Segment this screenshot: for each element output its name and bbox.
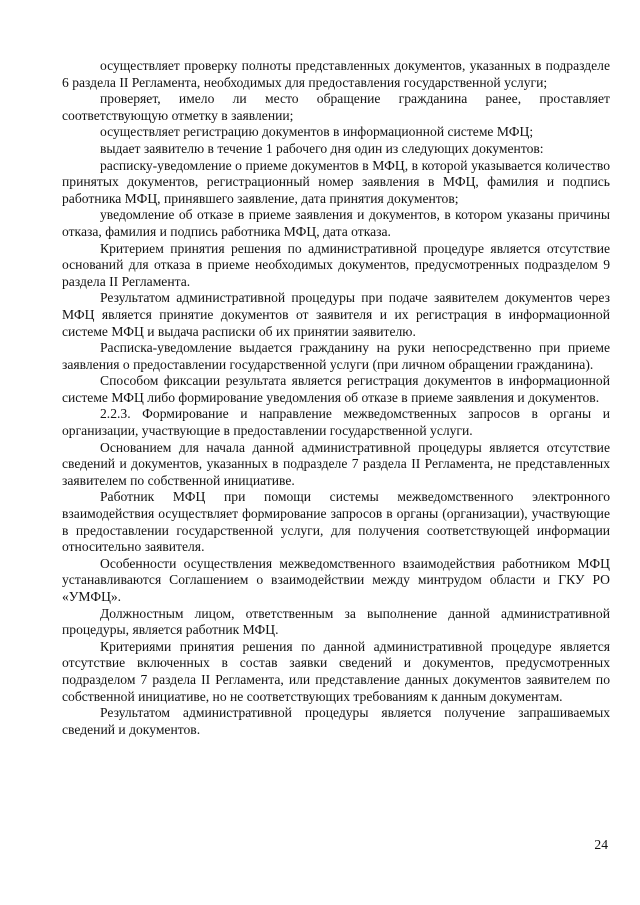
section-heading-2-2-3: 2.2.3. Формирование и направление межведомственных запросов в органы и организации, участвующие в предоставлении государственной услуги. [62, 406, 610, 439]
paragraph: Особенности осуществления межведомственного взаимодействия работником МФЦ устанавливаются Соглашением о взаимодействии между минтрудом области и ГКУ РО «УМФЦ». [62, 555, 610, 604]
paragraph: расписку-уведомление о приеме документов в МФЦ, в которой указывается количество принятых документов, регистрационный номер заявления в МФЦ, фамилия и подпись работника МФЦ, принявшего заявление, дата принятия документов; [62, 157, 610, 206]
document-body [62, 58, 610, 738]
paragraph: осуществляет регистрацию документов в информационной системе МФЦ; [100, 124, 534, 140]
paragraph: осуществляет проверку полноты представленных документов, указанных в подразделе 6 раздела II Регламента, необходимых для предоставления государственной услуги; [62, 58, 610, 90]
paragraph: проверяет, имело ли место обращение гражданина ранее, проставляет соответствующую отметку в заявлении; [62, 91, 610, 123]
paragraph: Критериями принятия решения по данной административной процедуре является отсутствие включенных в состав заявки сведений и документов, предусмотренных подразделом 7 раздела II Регламента, или представление данных документов заявителем по собственной инициативе, но не соответствующих требованиям к данным документам. [62, 638, 610, 704]
page-number: 24 [594, 837, 608, 852]
paragraph: Критерием принятия решения по административной процедуре является отсутствие оснований для отказа в приеме необходимых документов, предусмотренных подразделом 9 раздела II Регламента. [62, 240, 610, 289]
paragraph: Результатом административной процедуры является получение запрашиваемых сведений и документов. [62, 705, 610, 737]
paragraph: Способом фиксации результата является регистрация документов в информационной системе МФЦ либо формирование уведомления об отказе в приеме заявления и документов. [62, 373, 610, 405]
paragraph: Результатом административной процедуры при подаче заявителем документов через МФЦ является принятие документов от заявителя и их регистрация в информационной системе МФЦ и выдача расписки об их принятии заявителю. [62, 290, 610, 339]
paragraph: выдает заявителю в течение 1 рабочего дня один из следующих документов: [100, 140, 544, 156]
paragraph: Работник МФЦ при помощи системы межведомственного электронного взаимодействия осуществляет формирование запросов в органы (организации), участвующие в предоставлении государственной услуги, для получения соответствующей информации относительно заявителя. [62, 489, 610, 555]
paragraph: уведомление об отказе в приеме заявления и документов, в котором указаны причины отказа, фамилия и подпись работника МФЦ, дата отказа. [62, 207, 610, 239]
paragraph: Должностным лицом, ответственным за выполнение данной административной процедуры, является работник МФЦ. [62, 605, 610, 638]
paragraph: Основанием для начала данной административной процедуры является отсутствие сведений и документов, указанных в подразделе 7 раздела II Регламента, не представленных заявителем по собственной инициативе. [62, 439, 610, 488]
paragraph: Расписка-уведомление выдается гражданину на руки непосредственно при приеме заявления о предоставлении государственной услуги (при личном обращении гражданина). [62, 340, 610, 372]
